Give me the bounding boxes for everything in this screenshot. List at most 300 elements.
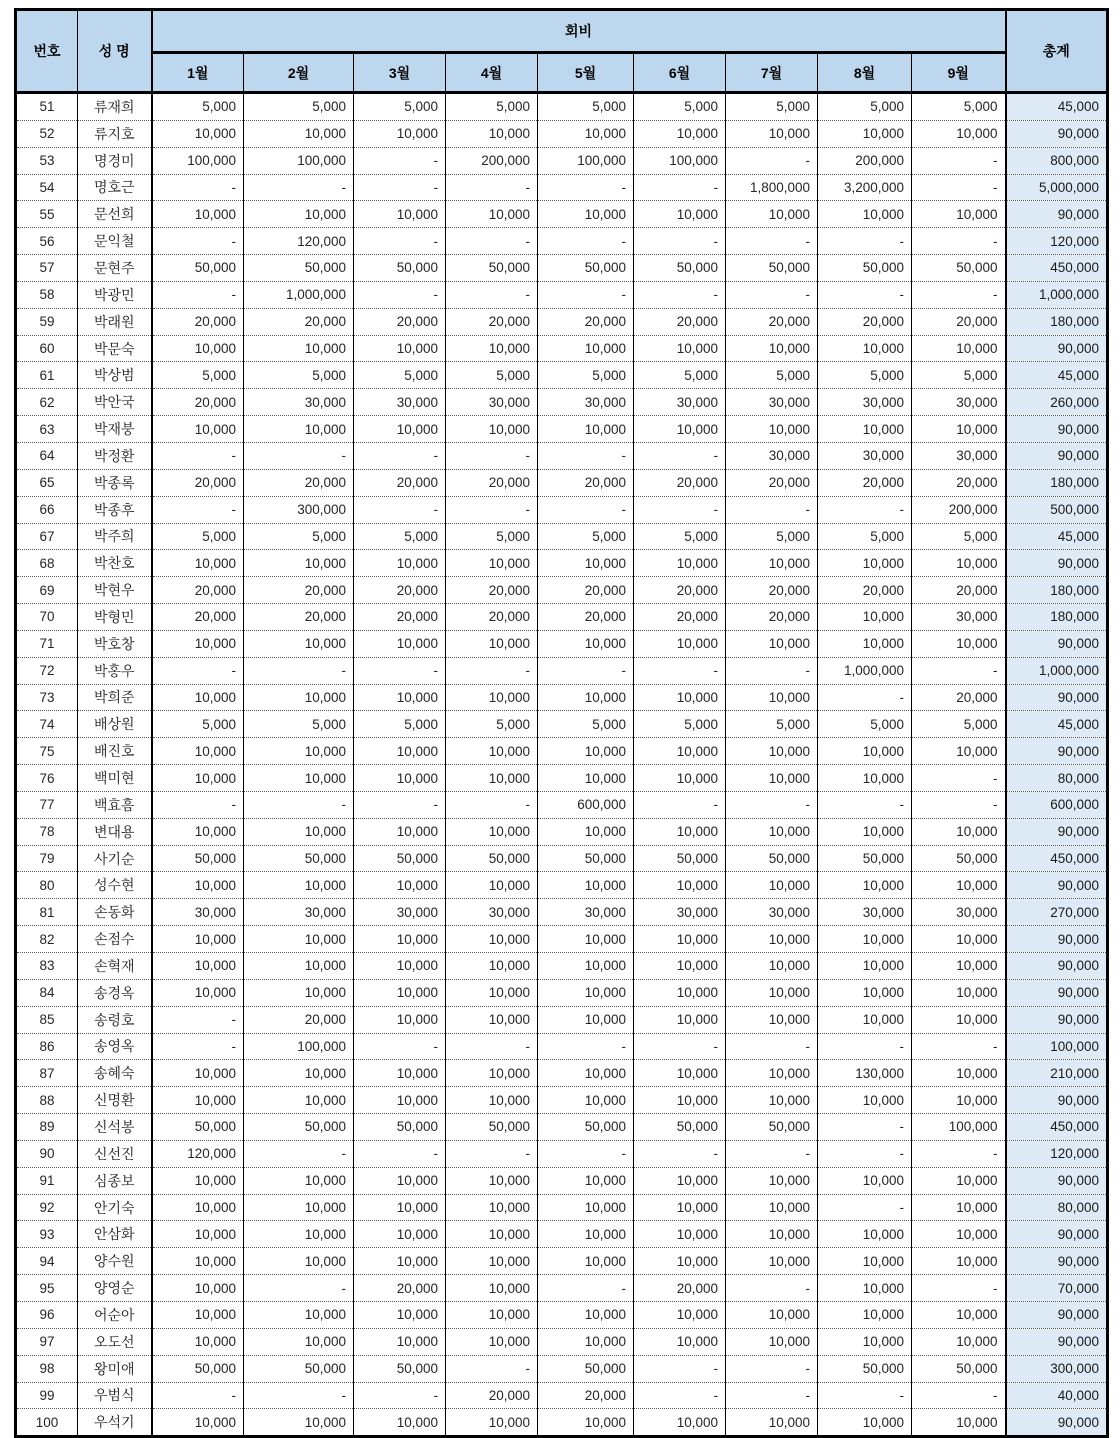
cell-month-2[interactable]: 300,000: [244, 496, 354, 523]
cell-month-9[interactable]: -: [912, 1382, 1006, 1409]
cell-name[interactable]: 송령호: [78, 1006, 152, 1033]
cell-month-9[interactable]: 20,000: [912, 684, 1006, 711]
cell-total[interactable]: 80,000: [1006, 765, 1108, 792]
cell-month-8[interactable]: -: [818, 1114, 912, 1141]
cell-month-6[interactable]: 10,000: [634, 201, 726, 228]
cell-month-1[interactable]: -: [152, 1033, 244, 1060]
cell-month-2[interactable]: 50,000: [244, 845, 354, 872]
cell-month-5[interactable]: 10,000: [538, 953, 634, 980]
col-header-month-7[interactable]: 7월: [726, 53, 818, 93]
cell-month-4[interactable]: -: [446, 281, 538, 308]
cell-month-6[interactable]: 50,000: [634, 1114, 726, 1141]
cell-no[interactable]: 61: [16, 362, 78, 389]
cell-no[interactable]: 83: [16, 953, 78, 980]
cell-month-5[interactable]: 10,000: [538, 550, 634, 577]
cell-month-9[interactable]: -: [912, 1140, 1006, 1167]
cell-month-8[interactable]: -: [818, 281, 912, 308]
cell-month-9[interactable]: 10,000: [912, 738, 1006, 765]
cell-month-5[interactable]: 10,000: [538, 1194, 634, 1221]
cell-month-2[interactable]: 10,000: [244, 1328, 354, 1355]
cell-month-7[interactable]: 10,000: [726, 738, 818, 765]
cell-month-8[interactable]: 20,000: [818, 577, 912, 604]
cell-month-2[interactable]: 30,000: [244, 899, 354, 926]
cell-month-9[interactable]: 10,000: [912, 120, 1006, 147]
cell-month-8[interactable]: 5,000: [818, 362, 912, 389]
cell-month-1[interactable]: -: [152, 174, 244, 201]
cell-month-5[interactable]: 50,000: [538, 1114, 634, 1141]
cell-month-6[interactable]: 5,000: [634, 711, 726, 738]
cell-month-4[interactable]: 10,000: [446, 1275, 538, 1302]
cell-month-5[interactable]: 10,000: [538, 1087, 634, 1114]
cell-month-4[interactable]: -: [446, 657, 538, 684]
cell-total[interactable]: 210,000: [1006, 1060, 1108, 1087]
cell-month-9[interactable]: 50,000: [912, 845, 1006, 872]
cell-month-6[interactable]: 20,000: [634, 1275, 726, 1302]
cell-total[interactable]: 90,000: [1006, 335, 1108, 362]
cell-no[interactable]: 79: [16, 845, 78, 872]
cell-month-3[interactable]: 50,000: [354, 1114, 446, 1141]
cell-month-1[interactable]: 10,000: [152, 953, 244, 980]
cell-month-1[interactable]: 10,000: [152, 1248, 244, 1275]
cell-month-1[interactable]: 5,000: [152, 93, 244, 121]
cell-month-5[interactable]: 20,000: [538, 577, 634, 604]
cell-month-3[interactable]: 20,000: [354, 469, 446, 496]
cell-total[interactable]: 1,000,000: [1006, 657, 1108, 684]
cell-name[interactable]: 손동화: [78, 899, 152, 926]
cell-month-9[interactable]: 10,000: [912, 201, 1006, 228]
cell-month-2[interactable]: -: [244, 1382, 354, 1409]
cell-no[interactable]: 82: [16, 926, 78, 953]
cell-month-9[interactable]: 5,000: [912, 362, 1006, 389]
cell-total[interactable]: 450,000: [1006, 255, 1108, 282]
cell-month-8[interactable]: 10,000: [818, 1167, 912, 1194]
cell-month-3[interactable]: 50,000: [354, 255, 446, 282]
cell-month-5[interactable]: 5,000: [538, 362, 634, 389]
cell-month-7[interactable]: -: [726, 791, 818, 818]
cell-month-1[interactable]: 50,000: [152, 1355, 244, 1382]
cell-month-7[interactable]: 50,000: [726, 845, 818, 872]
cell-total[interactable]: 45,000: [1006, 711, 1108, 738]
cell-month-1[interactable]: 10,000: [152, 684, 244, 711]
cell-month-6[interactable]: -: [634, 496, 726, 523]
cell-month-3[interactable]: 10,000: [354, 1194, 446, 1221]
cell-month-6[interactable]: 50,000: [634, 845, 726, 872]
cell-month-2[interactable]: 10,000: [244, 1409, 354, 1437]
cell-month-5[interactable]: 10,000: [538, 630, 634, 657]
cell-month-6[interactable]: 20,000: [634, 308, 726, 335]
cell-month-6[interactable]: 20,000: [634, 469, 726, 496]
cell-month-9[interactable]: 10,000: [912, 1221, 1006, 1248]
cell-month-7[interactable]: 10,000: [726, 1409, 818, 1437]
cell-month-7[interactable]: 5,000: [726, 711, 818, 738]
cell-month-9[interactable]: 10,000: [912, 818, 1006, 845]
cell-month-5[interactable]: 20,000: [538, 469, 634, 496]
cell-month-4[interactable]: 10,000: [446, 416, 538, 443]
cell-name[interactable]: 백미현: [78, 765, 152, 792]
cell-month-8[interactable]: 5,000: [818, 711, 912, 738]
cell-month-1[interactable]: -: [152, 496, 244, 523]
cell-month-3[interactable]: 50,000: [354, 845, 446, 872]
cell-total[interactable]: 45,000: [1006, 523, 1108, 550]
cell-month-4[interactable]: 10,000: [446, 979, 538, 1006]
cell-no[interactable]: 59: [16, 308, 78, 335]
cell-name[interactable]: 신명환: [78, 1087, 152, 1114]
cell-month-2[interactable]: -: [244, 174, 354, 201]
cell-month-5[interactable]: 600,000: [538, 791, 634, 818]
cell-month-1[interactable]: 20,000: [152, 604, 244, 631]
cell-month-4[interactable]: 10,000: [446, 818, 538, 845]
cell-name[interactable]: 박안국: [78, 389, 152, 416]
cell-name[interactable]: 명경미: [78, 147, 152, 174]
cell-month-1[interactable]: 10,000: [152, 335, 244, 362]
cell-month-8[interactable]: 50,000: [818, 845, 912, 872]
cell-month-1[interactable]: 10,000: [152, 1221, 244, 1248]
cell-month-3[interactable]: -: [354, 147, 446, 174]
cell-no[interactable]: 68: [16, 550, 78, 577]
cell-month-1[interactable]: 50,000: [152, 255, 244, 282]
cell-month-6[interactable]: 30,000: [634, 899, 726, 926]
cell-month-7[interactable]: 20,000: [726, 308, 818, 335]
cell-month-3[interactable]: 10,000: [354, 416, 446, 443]
cell-total[interactable]: 180,000: [1006, 577, 1108, 604]
cell-month-7[interactable]: -: [726, 281, 818, 308]
cell-month-8[interactable]: 20,000: [818, 469, 912, 496]
cell-no[interactable]: 54: [16, 174, 78, 201]
cell-month-6[interactable]: -: [634, 657, 726, 684]
cell-month-4[interactable]: 20,000: [446, 604, 538, 631]
cell-month-6[interactable]: 10,000: [634, 1328, 726, 1355]
cell-month-6[interactable]: 5,000: [634, 93, 726, 121]
cell-total[interactable]: 260,000: [1006, 389, 1108, 416]
cell-month-5[interactable]: 10,000: [538, 1248, 634, 1275]
cell-month-6[interactable]: 10,000: [634, 550, 726, 577]
cell-month-1[interactable]: -: [152, 281, 244, 308]
cell-month-2[interactable]: 10,000: [244, 979, 354, 1006]
cell-month-1[interactable]: 20,000: [152, 308, 244, 335]
cell-month-1[interactable]: 10,000: [152, 1194, 244, 1221]
cell-month-8[interactable]: 1,000,000: [818, 657, 912, 684]
cell-total[interactable]: 90,000: [1006, 872, 1108, 899]
cell-month-6[interactable]: 10,000: [634, 1060, 726, 1087]
cell-month-2[interactable]: 10,000: [244, 818, 354, 845]
cell-no[interactable]: 77: [16, 791, 78, 818]
cell-month-7[interactable]: 5,000: [726, 362, 818, 389]
cell-total[interactable]: 45,000: [1006, 93, 1108, 121]
cell-month-3[interactable]: 5,000: [354, 711, 446, 738]
cell-total[interactable]: 45,000: [1006, 362, 1108, 389]
cell-month-7[interactable]: 1,800,000: [726, 174, 818, 201]
cell-month-7[interactable]: 10,000: [726, 120, 818, 147]
cell-month-3[interactable]: -: [354, 228, 446, 255]
cell-month-4[interactable]: 10,000: [446, 765, 538, 792]
cell-month-1[interactable]: 50,000: [152, 1114, 244, 1141]
cell-month-8[interactable]: 10,000: [818, 979, 912, 1006]
cell-month-2[interactable]: 10,000: [244, 1194, 354, 1221]
cell-no[interactable]: 90: [16, 1140, 78, 1167]
cell-month-5[interactable]: 10,000: [538, 1221, 634, 1248]
cell-month-2[interactable]: 1,000,000: [244, 281, 354, 308]
cell-total[interactable]: 90,000: [1006, 1087, 1108, 1114]
cell-month-7[interactable]: 10,000: [726, 1006, 818, 1033]
cell-month-7[interactable]: 5,000: [726, 523, 818, 550]
cell-month-2[interactable]: 30,000: [244, 389, 354, 416]
cell-no[interactable]: 72: [16, 657, 78, 684]
cell-name[interactable]: 박래원: [78, 308, 152, 335]
cell-month-1[interactable]: 10,000: [152, 738, 244, 765]
cell-month-6[interactable]: 10,000: [634, 1301, 726, 1328]
cell-month-2[interactable]: -: [244, 791, 354, 818]
cell-month-8[interactable]: 130,000: [818, 1060, 912, 1087]
cell-month-5[interactable]: 30,000: [538, 899, 634, 926]
cell-month-7[interactable]: 10,000: [726, 1301, 818, 1328]
cell-month-4[interactable]: 20,000: [446, 308, 538, 335]
cell-no[interactable]: 60: [16, 335, 78, 362]
cell-month-9[interactable]: 10,000: [912, 1087, 1006, 1114]
cell-month-1[interactable]: -: [152, 657, 244, 684]
cell-month-9[interactable]: 10,000: [912, 1167, 1006, 1194]
cell-month-8[interactable]: 10,000: [818, 738, 912, 765]
cell-month-5[interactable]: 10,000: [538, 765, 634, 792]
cell-no[interactable]: 52: [16, 120, 78, 147]
cell-month-7[interactable]: 50,000: [726, 1114, 818, 1141]
cell-month-7[interactable]: 20,000: [726, 577, 818, 604]
col-header-month-6[interactable]: 6월: [634, 53, 726, 93]
cell-month-3[interactable]: -: [354, 1140, 446, 1167]
cell-month-2[interactable]: 10,000: [244, 953, 354, 980]
cell-no[interactable]: 89: [16, 1114, 78, 1141]
cell-month-8[interactable]: 10,000: [818, 818, 912, 845]
cell-month-7[interactable]: 10,000: [726, 953, 818, 980]
cell-month-3[interactable]: 20,000: [354, 604, 446, 631]
cell-month-7[interactable]: -: [726, 147, 818, 174]
cell-total[interactable]: 90,000: [1006, 550, 1108, 577]
cell-month-6[interactable]: 100,000: [634, 147, 726, 174]
cell-month-6[interactable]: 10,000: [634, 120, 726, 147]
cell-month-2[interactable]: -: [244, 1275, 354, 1302]
cell-month-5[interactable]: 10,000: [538, 1167, 634, 1194]
cell-no[interactable]: 53: [16, 147, 78, 174]
cell-month-8[interactable]: 10,000: [818, 872, 912, 899]
col-header-fees-group[interactable]: 회비: [152, 10, 1006, 53]
cell-month-4[interactable]: 20,000: [446, 577, 538, 604]
cell-month-8[interactable]: 10,000: [818, 201, 912, 228]
cell-month-2[interactable]: -: [244, 657, 354, 684]
cell-month-3[interactable]: 50,000: [354, 1355, 446, 1382]
cell-month-6[interactable]: 10,000: [634, 765, 726, 792]
cell-month-3[interactable]: 10,000: [354, 201, 446, 228]
cell-month-7[interactable]: 10,000: [726, 335, 818, 362]
cell-no[interactable]: 51: [16, 93, 78, 121]
cell-total[interactable]: 100,000: [1006, 1033, 1108, 1060]
cell-month-5[interactable]: 30,000: [538, 389, 634, 416]
cell-month-2[interactable]: 10,000: [244, 1248, 354, 1275]
cell-month-6[interactable]: -: [634, 442, 726, 469]
cell-month-9[interactable]: -: [912, 1275, 1006, 1302]
cell-month-9[interactable]: 10,000: [912, 979, 1006, 1006]
cell-no[interactable]: 70: [16, 604, 78, 631]
cell-month-9[interactable]: 5,000: [912, 523, 1006, 550]
cell-month-5[interactable]: 10,000: [538, 979, 634, 1006]
cell-no[interactable]: 87: [16, 1060, 78, 1087]
cell-month-2[interactable]: 20,000: [244, 1006, 354, 1033]
cell-month-3[interactable]: 10,000: [354, 630, 446, 657]
cell-name[interactable]: 우범식: [78, 1382, 152, 1409]
cell-name[interactable]: 박광민: [78, 281, 152, 308]
cell-name[interactable]: 박현우: [78, 577, 152, 604]
col-header-month-5[interactable]: 5월: [538, 53, 634, 93]
cell-no[interactable]: 71: [16, 630, 78, 657]
cell-month-2[interactable]: 10,000: [244, 550, 354, 577]
cell-month-7[interactable]: 20,000: [726, 604, 818, 631]
cell-month-9[interactable]: 10,000: [912, 335, 1006, 362]
cell-month-4[interactable]: 5,000: [446, 93, 538, 121]
cell-month-3[interactable]: 5,000: [354, 362, 446, 389]
cell-no[interactable]: 67: [16, 523, 78, 550]
cell-no[interactable]: 65: [16, 469, 78, 496]
cell-month-3[interactable]: 10,000: [354, 120, 446, 147]
cell-month-2[interactable]: 10,000: [244, 630, 354, 657]
col-header-month-2[interactable]: 2월: [244, 53, 354, 93]
cell-name[interactable]: 명호근: [78, 174, 152, 201]
cell-month-9[interactable]: 50,000: [912, 1355, 1006, 1382]
cell-month-2[interactable]: 20,000: [244, 469, 354, 496]
cell-month-8[interactable]: 3,200,000: [818, 174, 912, 201]
cell-month-7[interactable]: 5,000: [726, 93, 818, 121]
cell-month-4[interactable]: -: [446, 791, 538, 818]
cell-month-2[interactable]: 10,000: [244, 765, 354, 792]
cell-month-4[interactable]: -: [446, 174, 538, 201]
cell-month-7[interactable]: 10,000: [726, 1087, 818, 1114]
col-header-total[interactable]: 총계: [1006, 10, 1108, 93]
cell-month-1[interactable]: 10,000: [152, 926, 244, 953]
cell-month-6[interactable]: 20,000: [634, 577, 726, 604]
cell-month-8[interactable]: -: [818, 1382, 912, 1409]
cell-month-4[interactable]: 10,000: [446, 1301, 538, 1328]
cell-month-4[interactable]: 10,000: [446, 1409, 538, 1437]
cell-no[interactable]: 64: [16, 442, 78, 469]
cell-total[interactable]: 500,000: [1006, 496, 1108, 523]
cell-month-1[interactable]: 120,000: [152, 1140, 244, 1167]
cell-month-6[interactable]: 10,000: [634, 926, 726, 953]
cell-no[interactable]: 58: [16, 281, 78, 308]
cell-month-9[interactable]: 20,000: [912, 469, 1006, 496]
cell-total[interactable]: 180,000: [1006, 308, 1108, 335]
cell-month-1[interactable]: 5,000: [152, 711, 244, 738]
cell-total[interactable]: 40,000: [1006, 1382, 1108, 1409]
cell-month-4[interactable]: -: [446, 1140, 538, 1167]
cell-total[interactable]: 90,000: [1006, 1006, 1108, 1033]
cell-month-1[interactable]: 10,000: [152, 1301, 244, 1328]
cell-month-9[interactable]: 10,000: [912, 1060, 1006, 1087]
cell-month-5[interactable]: 10,000: [538, 416, 634, 443]
cell-month-8[interactable]: 10,000: [818, 120, 912, 147]
cell-month-8[interactable]: 10,000: [818, 550, 912, 577]
cell-no[interactable]: 88: [16, 1087, 78, 1114]
cell-month-9[interactable]: 5,000: [912, 93, 1006, 121]
cell-month-5[interactable]: 50,000: [538, 255, 634, 282]
cell-month-2[interactable]: 10,000: [244, 738, 354, 765]
cell-month-9[interactable]: -: [912, 147, 1006, 174]
cell-month-6[interactable]: 10,000: [634, 1248, 726, 1275]
cell-month-1[interactable]: 10,000: [152, 201, 244, 228]
cell-month-3[interactable]: 10,000: [354, 1301, 446, 1328]
cell-month-7[interactable]: 20,000: [726, 469, 818, 496]
cell-name[interactable]: 박호창: [78, 630, 152, 657]
cell-month-1[interactable]: 10,000: [152, 818, 244, 845]
cell-name[interactable]: 신석봉: [78, 1114, 152, 1141]
cell-month-4[interactable]: 50,000: [446, 1114, 538, 1141]
cell-month-6[interactable]: 30,000: [634, 389, 726, 416]
cell-month-5[interactable]: 10,000: [538, 738, 634, 765]
cell-month-3[interactable]: 10,000: [354, 818, 446, 845]
cell-no[interactable]: 99: [16, 1382, 78, 1409]
cell-name[interactable]: 양수원: [78, 1248, 152, 1275]
cell-month-3[interactable]: 30,000: [354, 389, 446, 416]
cell-month-7[interactable]: -: [726, 1140, 818, 1167]
cell-month-2[interactable]: 120,000: [244, 228, 354, 255]
cell-month-4[interactable]: 10,000: [446, 738, 538, 765]
cell-month-5[interactable]: 10,000: [538, 120, 634, 147]
cell-month-7[interactable]: 10,000: [726, 1248, 818, 1275]
cell-name[interactable]: 문익철: [78, 228, 152, 255]
cell-total[interactable]: 90,000: [1006, 953, 1108, 980]
cell-no[interactable]: 80: [16, 872, 78, 899]
cell-month-2[interactable]: 10,000: [244, 120, 354, 147]
cell-month-1[interactable]: -: [152, 442, 244, 469]
cell-name[interactable]: 박정환: [78, 442, 152, 469]
cell-month-8[interactable]: 10,000: [818, 1301, 912, 1328]
cell-month-6[interactable]: 10,000: [634, 1194, 726, 1221]
cell-name[interactable]: 백효흠: [78, 791, 152, 818]
cell-month-5[interactable]: 20,000: [538, 308, 634, 335]
cell-total[interactable]: 90,000: [1006, 979, 1108, 1006]
cell-month-9[interactable]: 30,000: [912, 604, 1006, 631]
cell-month-2[interactable]: 100,000: [244, 147, 354, 174]
cell-month-6[interactable]: -: [634, 174, 726, 201]
cell-name[interactable]: 양영순: [78, 1275, 152, 1302]
cell-month-8[interactable]: 10,000: [818, 765, 912, 792]
cell-total[interactable]: 180,000: [1006, 469, 1108, 496]
cell-month-4[interactable]: 20,000: [446, 469, 538, 496]
cell-month-7[interactable]: 10,000: [726, 926, 818, 953]
cell-month-7[interactable]: 10,000: [726, 201, 818, 228]
cell-month-4[interactable]: -: [446, 1355, 538, 1382]
cell-month-3[interactable]: 10,000: [354, 738, 446, 765]
cell-month-1[interactable]: 10,000: [152, 765, 244, 792]
cell-month-3[interactable]: -: [354, 174, 446, 201]
cell-month-3[interactable]: -: [354, 657, 446, 684]
cell-month-2[interactable]: 10,000: [244, 1087, 354, 1114]
cell-month-9[interactable]: 10,000: [912, 630, 1006, 657]
cell-month-6[interactable]: 5,000: [634, 523, 726, 550]
cell-month-6[interactable]: -: [634, 1033, 726, 1060]
cell-month-7[interactable]: 30,000: [726, 899, 818, 926]
cell-month-8[interactable]: 200,000: [818, 147, 912, 174]
cell-month-9[interactable]: 10,000: [912, 1409, 1006, 1437]
cell-month-3[interactable]: -: [354, 442, 446, 469]
cell-month-1[interactable]: -: [152, 791, 244, 818]
cell-no[interactable]: 55: [16, 201, 78, 228]
cell-month-1[interactable]: -: [152, 228, 244, 255]
cell-month-9[interactable]: 10,000: [912, 1328, 1006, 1355]
cell-no[interactable]: 93: [16, 1221, 78, 1248]
cell-month-8[interactable]: 5,000: [818, 523, 912, 550]
cell-name[interactable]: 안기숙: [78, 1194, 152, 1221]
cell-total[interactable]: 90,000: [1006, 684, 1108, 711]
cell-total[interactable]: 180,000: [1006, 604, 1108, 631]
cell-total[interactable]: 90,000: [1006, 1409, 1108, 1437]
cell-month-7[interactable]: -: [726, 1275, 818, 1302]
